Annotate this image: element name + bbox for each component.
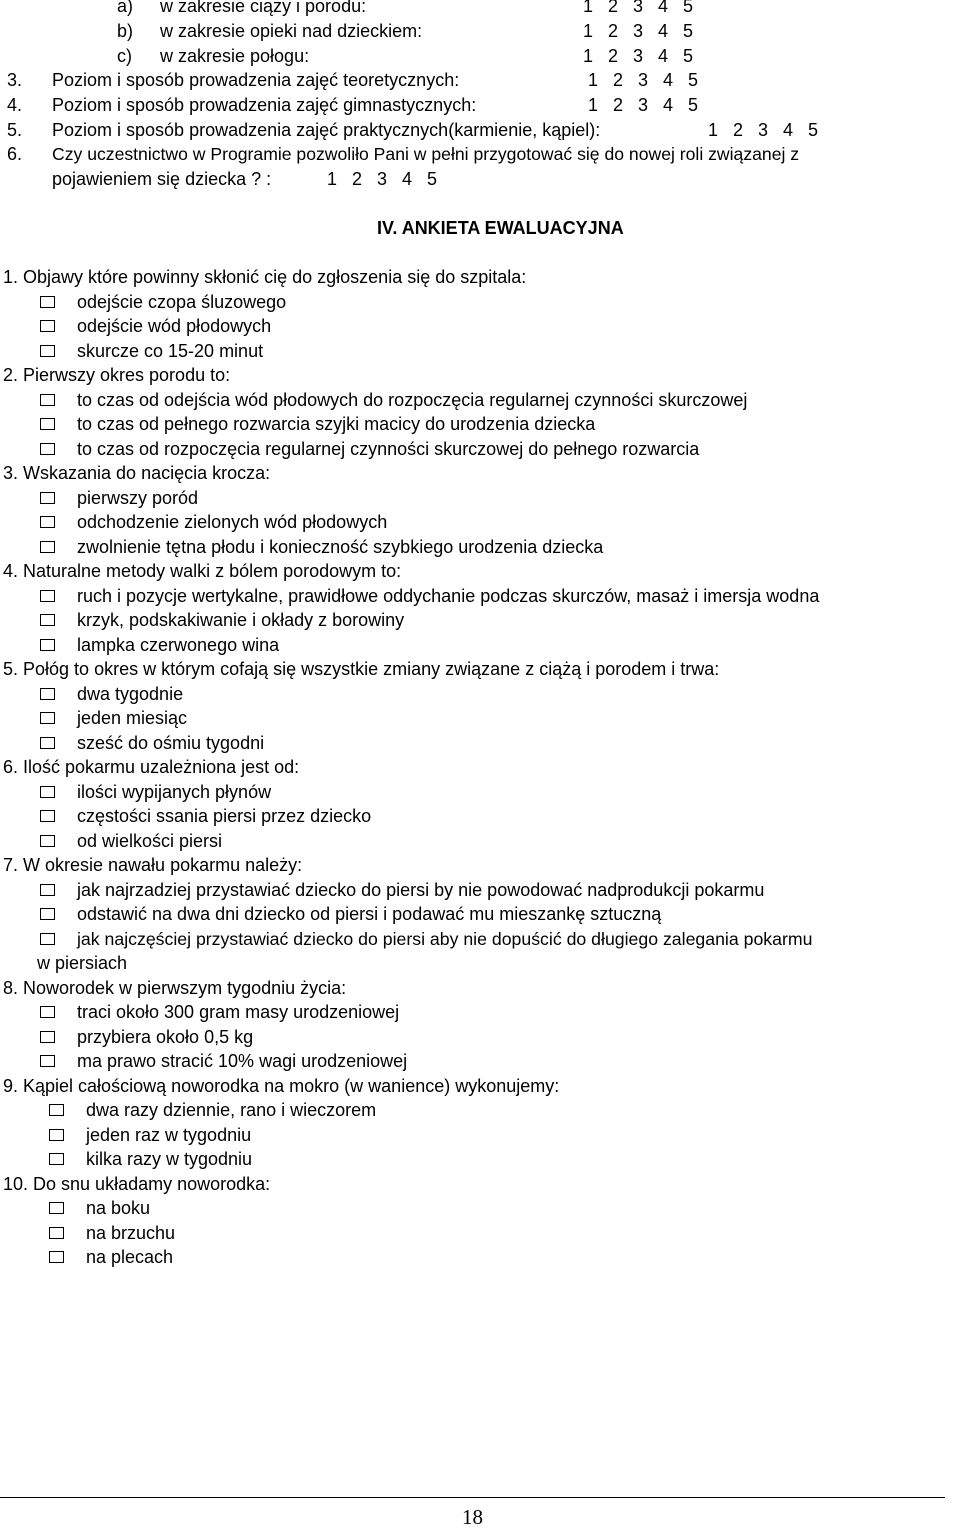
answer-option-label: to czas od pełnego rozwarcia szyjki macicy do urodzenia dziecka [77, 414, 596, 434]
question-heading: 9. Kąpiel całościową noworodka na mokro (w wanience) wykonujemy: [3, 1075, 560, 1096]
question-heading: 2. Pierwszy okres porodu to: [3, 365, 231, 385]
item-label: c) [117, 46, 132, 66]
checkbox-icon[interactable] [40, 296, 55, 308]
answer-option-label: ilości wypijanych płynów [77, 781, 272, 802]
question-heading: 7. W okresie nawału pokarmu należy: [3, 855, 303, 875]
checkbox-icon[interactable] [40, 345, 55, 357]
checkbox-icon[interactable] [40, 418, 55, 430]
answer-option-label: kilka razy w tygodniu [86, 1149, 253, 1169]
item-text: Poziom i sposób prowadzenia zajęć praktycznych(karmienie, kąpiel): [52, 120, 601, 140]
page-number: 18 [462, 1505, 483, 1529]
item-label: 3. [7, 70, 23, 90]
answer-option-label: odejście czopa śluzowego [77, 291, 287, 312]
question-heading: 3. Wskazania do nacięcia krocza: [3, 463, 271, 483]
answer-option-label: dwa razy dziennie, rano i wieczorem [86, 1100, 377, 1120]
answer-option-label: krzyk, podskakiwanie i okłady z borowiny [77, 610, 405, 630]
checkbox-icon[interactable] [40, 712, 55, 724]
answer-option-label: zwolnienie tętna płodu i konieczność szybkiego urodzenia dziecka [77, 536, 604, 557]
answer-option-label: jak najrzadziej przystawiać dziecko do piersi by nie powodować nadprodukcji pokarmu [77, 879, 765, 900]
item-text: Czy uczestnictwo w Programie pozwoliło Pani w pełni przygotować się do nowej roli związanej z [52, 144, 800, 164]
checkbox-icon[interactable] [40, 614, 55, 626]
footer-divider [0, 1497, 945, 1498]
answer-option-label: przybiera około 0,5 kg [77, 1026, 254, 1047]
question-heading: 1. Objawy które powinny skłonić cię do zgłoszenia się do szpitala: [3, 267, 527, 287]
checkbox-icon[interactable] [40, 786, 55, 798]
question-heading: 10. Do snu układamy noworodka: [3, 1173, 271, 1194]
checkbox-icon[interactable] [49, 1227, 64, 1239]
checkbox-icon[interactable] [40, 835, 55, 847]
checkbox-icon[interactable] [40, 737, 55, 749]
answer-option-label: lampka czerwonego wina [77, 634, 280, 655]
checkbox-icon[interactable] [40, 884, 55, 896]
checkbox-icon[interactable] [40, 443, 55, 455]
checkbox-icon[interactable] [49, 1129, 64, 1141]
item-label: 6. [7, 144, 23, 164]
item-label: 4. [7, 95, 23, 115]
checkbox-icon[interactable] [49, 1202, 64, 1214]
question-heading: 5. Połóg to okres w którym cofają się wszystkie zmiany związane z ciążą i porodem i trwa: [3, 659, 720, 679]
answer-option-label: odchodzenie zielonych wód płodowych [77, 512, 388, 532]
question-heading: 4. Naturalne metody walki z bólem porodowym to: [3, 561, 402, 581]
answer-option-continuation: w piersiach [37, 953, 128, 973]
rating-scale: 1 2 3 4 5 [583, 46, 694, 66]
checkbox-icon[interactable] [40, 590, 55, 602]
answer-option-label: to czas od odejścia wód płodowych do rozpoczęcia regularnej czynności skurczowej [77, 389, 748, 410]
answer-option-label: częstości ssania piersi przez dziecko [77, 806, 372, 826]
answer-option-label: jeden raz w tygodniu [86, 1124, 252, 1145]
rating-scale: 1 2 3 4 5 [583, 21, 694, 41]
rating-scale: 1 2 3 4 5 [588, 70, 699, 90]
checkbox-icon[interactable] [40, 1031, 55, 1043]
answer-option-label: od wielkości piersi [77, 830, 223, 851]
rating-scale: 1 2 3 4 5 [327, 169, 438, 189]
item-text: Poziom i sposób prowadzenia zajęć gimnastycznych: [52, 95, 477, 115]
item-label: a) [117, 0, 134, 16]
checkbox-icon[interactable] [40, 639, 55, 651]
checkbox-icon[interactable] [49, 1104, 64, 1116]
item-text: w zakresie połogu: [160, 46, 310, 66]
rating-scale: 1 2 3 4 5 [708, 120, 819, 140]
answer-option-label: ma prawo stracić 10% wagi urodzeniowej [77, 1051, 408, 1071]
answer-option-label: jeden miesiąc [77, 708, 188, 728]
checkbox-icon[interactable] [49, 1153, 64, 1165]
checkbox-icon[interactable] [40, 492, 55, 504]
answer-option-label: skurcze co 15-20 minut [77, 340, 264, 361]
question-heading: 6. Ilość pokarmu uzależniona jest od: [3, 757, 300, 777]
answer-option-label: jak najczęściej przystawiać dziecko do piersi aby nie dopuścić do długiego zalegania pokarmu [77, 928, 813, 949]
answer-option-label: na brzuchu [86, 1222, 176, 1243]
answer-option-label: na boku [86, 1198, 151, 1218]
checkbox-icon[interactable] [40, 933, 55, 945]
answer-option-label: ruch i pozycje wertykalne, prawidłowe oddychanie podczas skurczów, masaż i imersja wodna [77, 585, 820, 606]
checkbox-icon[interactable] [40, 908, 55, 920]
section-title: IV. ANKIETA EWALUACYJNA [377, 218, 624, 238]
item-label: 5. [7, 120, 23, 140]
item-text: w zakresie ciąży i porodu: [160, 0, 367, 16]
answer-option-label: sześć do ośmiu tygodni [77, 732, 265, 753]
answer-option-label: pierwszy poród [77, 487, 199, 508]
answer-option-label: to czas od rozpoczęcia regularnej czynności skurczowej do pełnego rozwarcia [77, 438, 700, 459]
item-text: Poziom i sposób prowadzenia zajęć teoretycznych: [52, 70, 460, 90]
checkbox-icon[interactable] [40, 516, 55, 528]
answer-option-label: dwa tygodnie [77, 683, 184, 704]
answer-option-label: odejście wód płodowych [77, 316, 272, 336]
answer-option-label: odstawić na dwa dni dziecko od piersi i podawać mu mieszankę sztuczną [77, 904, 662, 924]
checkbox-icon[interactable] [40, 810, 55, 822]
checkbox-icon[interactable] [40, 394, 55, 406]
answer-option-label: na plecach [86, 1247, 174, 1267]
checkbox-icon[interactable] [49, 1251, 64, 1263]
answer-option-label: traci około 300 gram masy urodzeniowej [77, 1002, 400, 1022]
item-text-continuation: pojawieniem się dziecka ? : [52, 169, 272, 189]
checkbox-icon[interactable] [40, 1006, 55, 1018]
checkbox-icon[interactable] [40, 541, 55, 553]
checkbox-icon[interactable] [40, 1055, 55, 1067]
item-label: b) [117, 21, 134, 41]
rating-scale: 1 2 3 4 5 [583, 0, 694, 16]
rating-scale: 1 2 3 4 5 [588, 95, 699, 115]
checkbox-icon[interactable] [40, 320, 55, 332]
question-heading: 8. Noworodek w pierwszym tygodniu życia: [3, 977, 347, 998]
checkbox-icon[interactable] [40, 688, 55, 700]
item-text: w zakresie opieki nad dzieckiem: [160, 21, 423, 41]
